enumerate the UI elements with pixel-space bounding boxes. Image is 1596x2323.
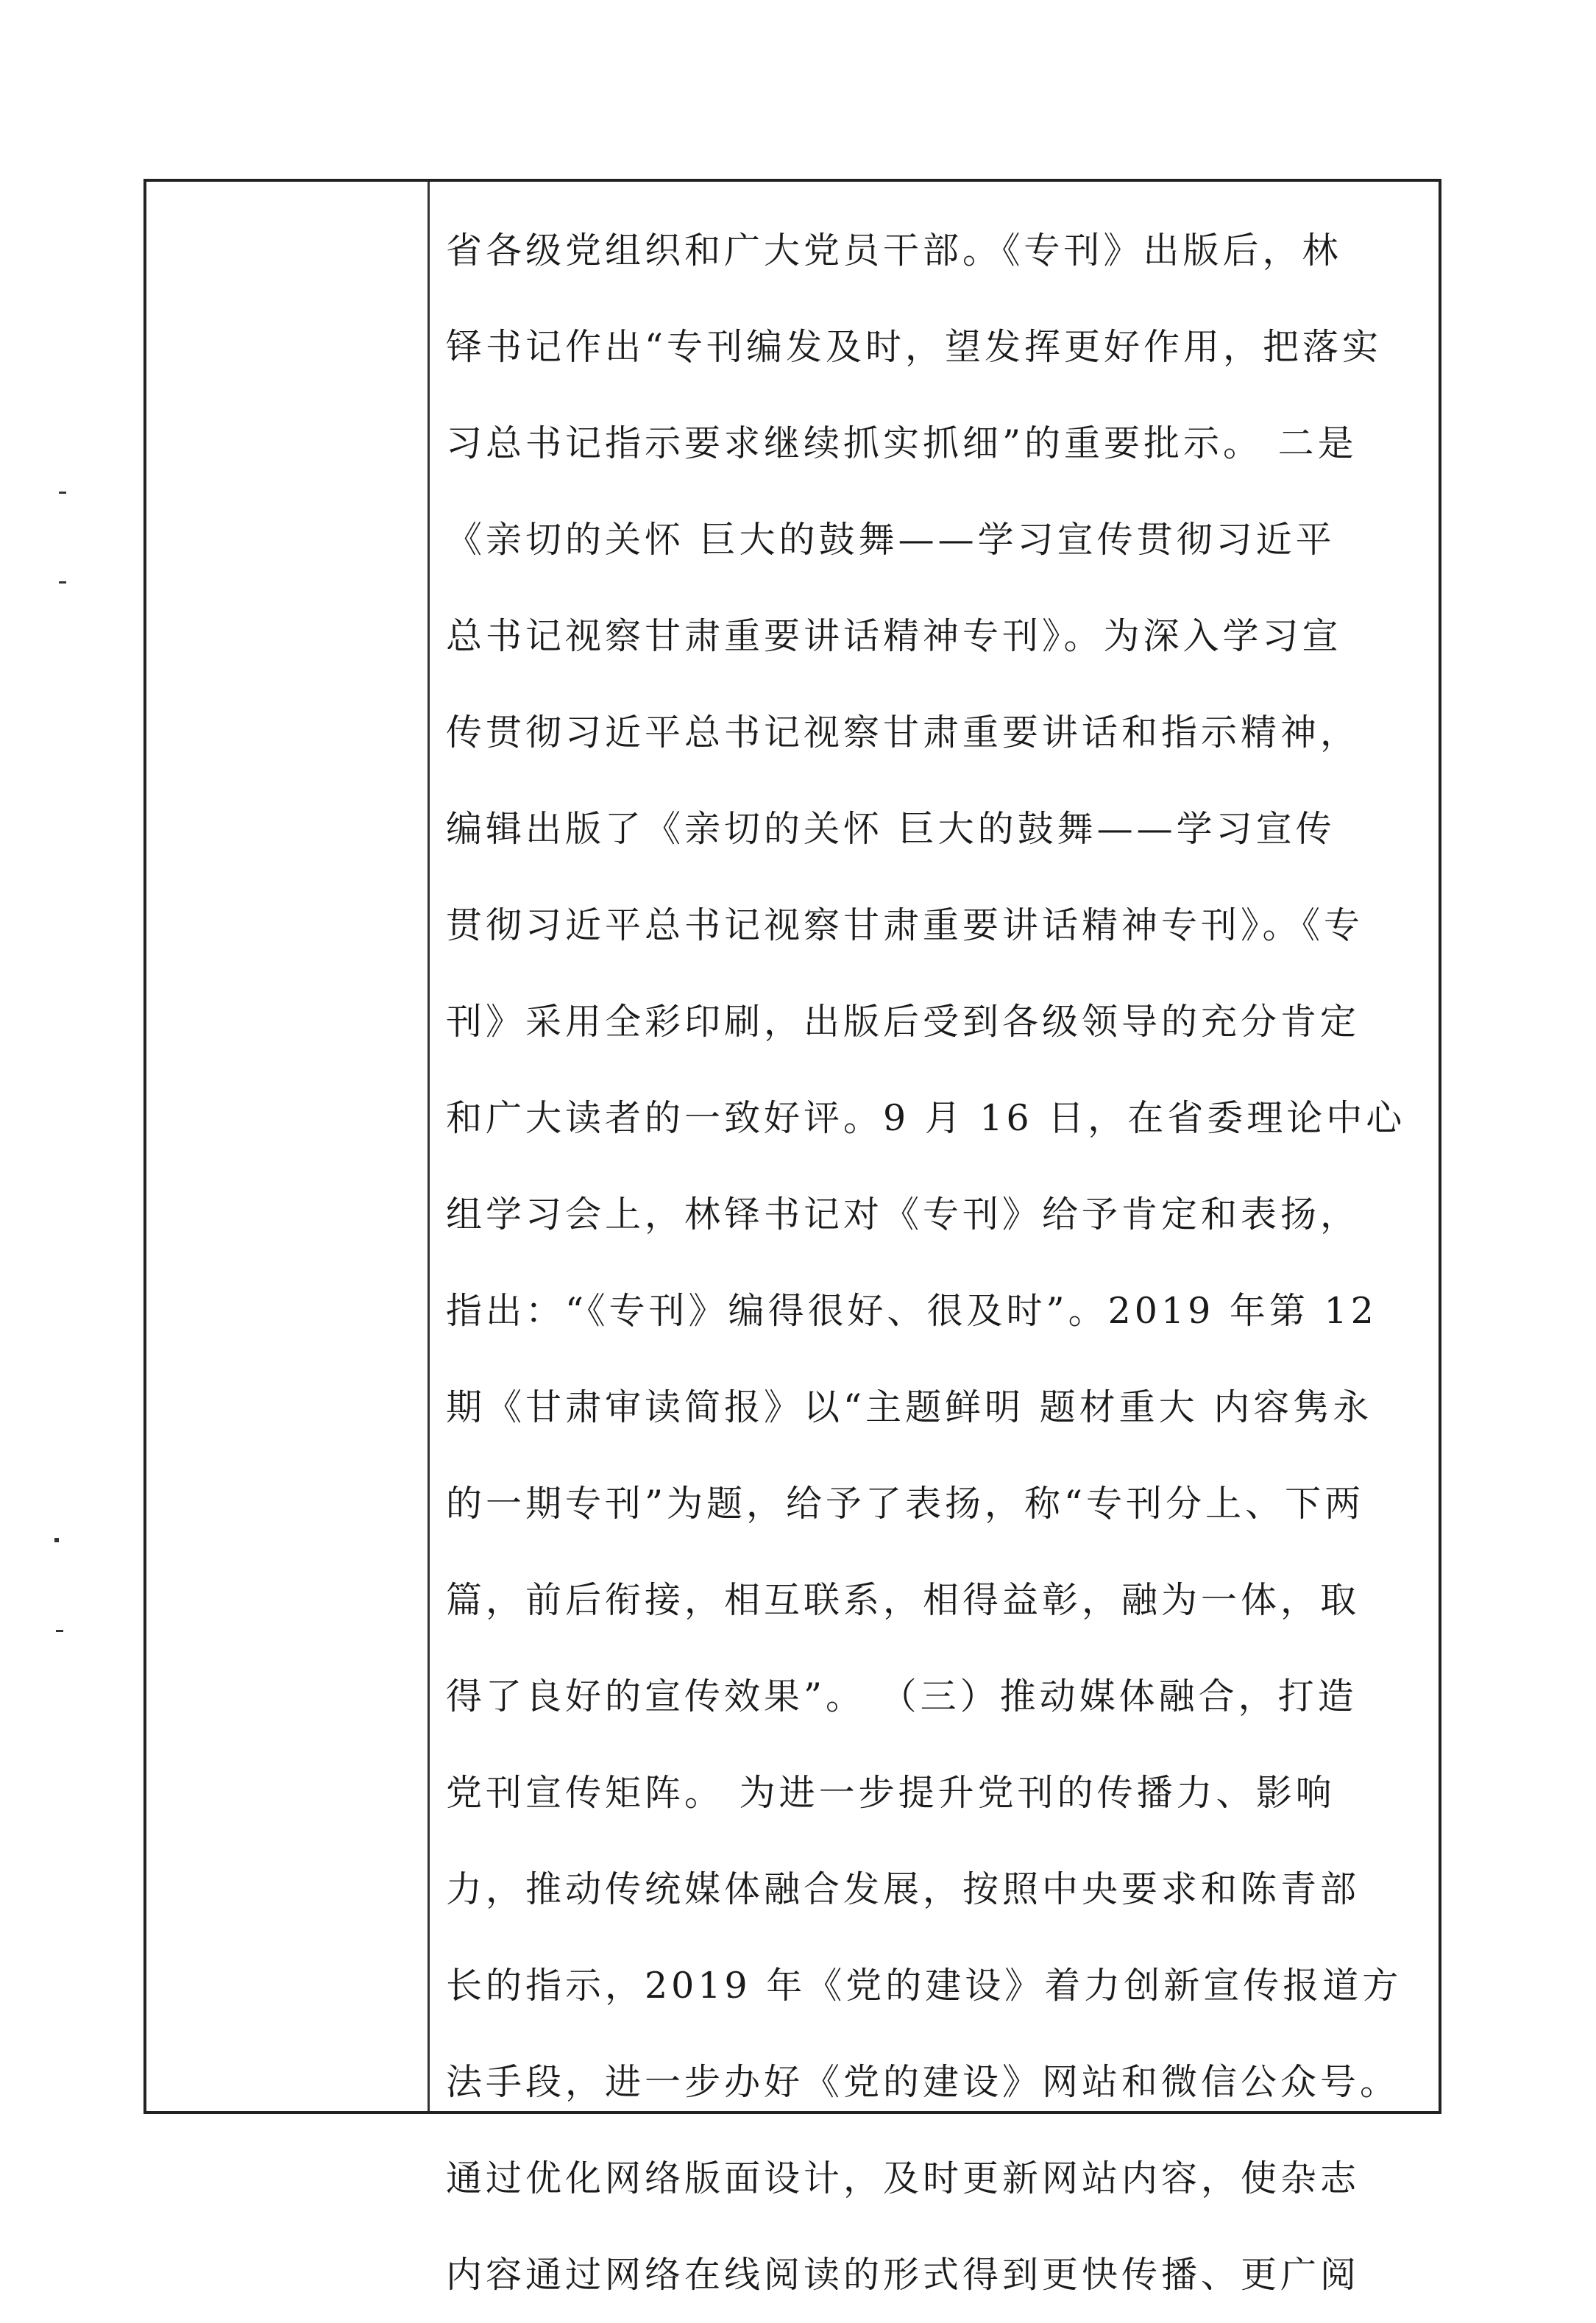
text-line: 传贯彻习近平总书记视察甘肃重要讲话和指示精神，	[446, 712, 1361, 753]
text-line: 铎书记作出“专刊编发及时，望发挥更好作用，把落实	[446, 326, 1383, 368]
text-line: 力，推动传统媒体融合发展，按照中央要求和陈青部	[446, 1868, 1361, 1910]
text-line: 省各级党组织和广大党员干部。《专刊》出版后，林	[446, 230, 1342, 272]
text-line: 组学习会上，林铎书记对《专刊》给予肯定和表扬，	[446, 1194, 1361, 1235]
text-line: 得了良好的宣传效果”。 （三）推动媒体融合，打造	[446, 1675, 1358, 1717]
text-line: 篇，前后衔接，相互联系，相得益彰，融为一体，取	[446, 1579, 1361, 1621]
text-line: 指出：“《专刊》编得很好、很及时”。2019 年第 12	[446, 1290, 1377, 1332]
text-line: 总书记视察甘肃重要讲话精神专刊》。为深入学习宣	[446, 615, 1342, 657]
text-line: 刊》采用全彩印刷，出版后受到各级领导的充分肯定	[446, 1001, 1361, 1043]
text-line: 党刊宣传矩阵。 为进一步提升党刊的传播力、影响	[446, 1772, 1336, 1814]
text-line: 的一期专刊”为题，给予了表扬，称“专刊分上、下两	[446, 1483, 1365, 1525]
form-table	[143, 179, 1441, 2296]
content-cell	[430, 182, 1439, 2296]
text-line: 《亲切的关怀 巨大的鼓舞——学习宣传贯彻习近平	[446, 519, 1336, 561]
text-line: 内容通过网络在线阅读的形式得到更快传播、更广阅	[446, 2254, 1361, 2296]
text-line: 习总书记指示要求继续抓实抓细”的重要批示。 二是	[446, 422, 1358, 464]
text-line: 编辑出版了《亲切的关怀 巨大的鼓舞——学习宣传	[446, 808, 1336, 850]
label-cell	[146, 182, 430, 2111]
text-line: 期《甘肃审读简报》以“主题鲜明 题材重大 内容隽永	[446, 1386, 1373, 1428]
text-line: 通过优化网络版面设计，及时更新网站内容，使杂志	[446, 2157, 1361, 2199]
text-line: 长的指示，2019 年《党的建设》着力创新宣传报道方	[446, 1965, 1402, 2007]
margin-mark	[54, 1538, 59, 1542]
margin-mark	[56, 1630, 63, 1632]
margin-mark	[59, 492, 66, 494]
text-line: 法手段，进一步办好《党的建设》网站和微信公众号。	[446, 2061, 1400, 2103]
margin-mark	[59, 581, 66, 584]
text-line: 和广大读者的一致好评。9 月 16 日，在省委理论中心	[446, 1097, 1406, 1139]
text-line: 贯彻习近平总书记视察甘肃重要讲话精神专刊》。《专	[446, 904, 1364, 946]
